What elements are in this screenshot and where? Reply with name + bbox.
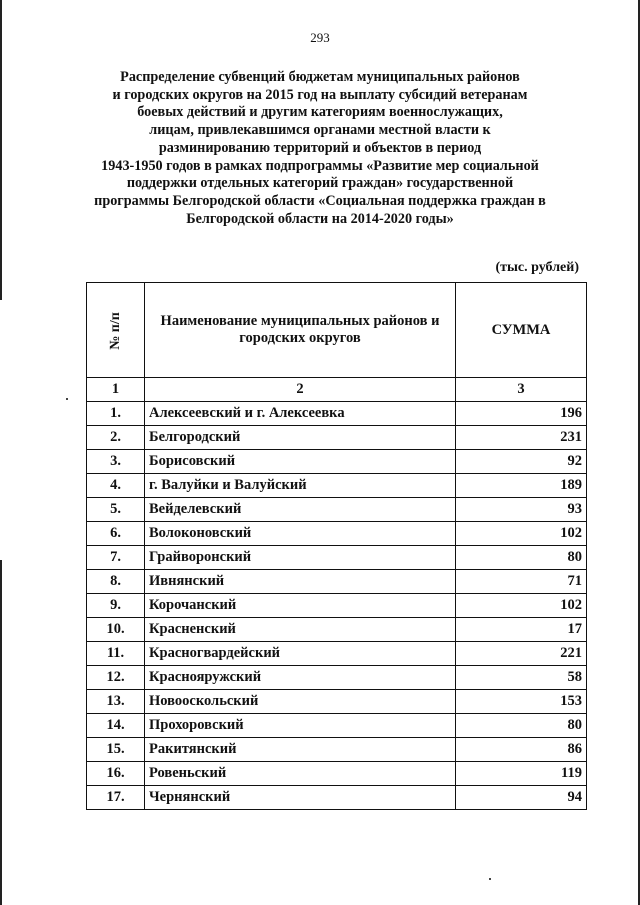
row-number: 3. <box>87 450 145 474</box>
row-name: Красногвардейский <box>145 642 456 666</box>
column-number-row <box>87 378 587 402</box>
row-sum: 80 <box>456 546 587 570</box>
row-sum: 102 <box>456 594 587 618</box>
table-row <box>87 570 587 594</box>
title-line: 1943-1950 годов в рамках подпрограммы «Развитие мер социальной <box>101 157 539 174</box>
title-line: разминированию территорий и объектов в период <box>158 139 482 156</box>
page-number: 293 <box>310 30 330 45</box>
header-number <box>87 283 145 378</box>
title-line: и городских округов на 2015 год на выплату субсидий ветеранам <box>112 86 528 103</box>
title-line: Белгородской области на 2014-2020 годы» <box>186 210 454 227</box>
header-sum: СУММА <box>456 283 587 378</box>
row-sum: 58 <box>456 666 587 690</box>
table-row <box>87 642 587 666</box>
scan-edge-left-lower <box>0 560 2 905</box>
row-sum: 17 <box>456 618 587 642</box>
title-line: боевых действий и другим категориям военнослужащих, <box>137 104 503 121</box>
units-label: (тыс. рублей) <box>495 260 579 275</box>
row-sum: 196 <box>456 402 587 426</box>
row-number: 9. <box>87 594 145 618</box>
row-sum: 93 <box>456 498 587 522</box>
table-row <box>87 666 587 690</box>
column-number: 1 <box>87 378 145 402</box>
row-number: 4. <box>87 474 145 498</box>
row-name: Белгородский <box>145 426 456 450</box>
row-number: 17. <box>87 786 145 810</box>
row-sum: 231 <box>456 426 587 450</box>
row-sum: 119 <box>456 762 587 786</box>
row-sum: 92 <box>456 450 587 474</box>
row-number: 15. <box>87 738 145 762</box>
row-number: 14. <box>87 714 145 738</box>
title-line: программы Белгородской области «Социальная поддержка граждан в <box>94 192 546 209</box>
row-name: Волоконовский <box>145 522 456 546</box>
column-number: 2 <box>145 378 456 402</box>
row-number: 11. <box>87 642 145 666</box>
row-sum: 189 <box>456 474 587 498</box>
row-name: Ракитянский <box>145 738 456 762</box>
title-line: поддержки отдельных категорий граждан» государственной <box>126 175 514 192</box>
row-name: Новооскольский <box>145 690 456 714</box>
row-name: Красненский <box>145 618 456 642</box>
row-sum: 80 <box>456 714 587 738</box>
row-number: 16. <box>87 762 145 786</box>
row-number: 13. <box>87 690 145 714</box>
table-row <box>87 426 587 450</box>
header-number-label: № п/п <box>107 311 123 350</box>
table-row <box>87 402 587 426</box>
row-name: Корочанский <box>145 594 456 618</box>
subsidy-table <box>86 282 587 810</box>
row-number: 10. <box>87 618 145 642</box>
row-number: 12. <box>87 666 145 690</box>
row-number: 2. <box>87 426 145 450</box>
title-line: Распределение субвенций бюджетам муниципальных районов <box>120 69 520 85</box>
row-name: Борисовский <box>145 450 456 474</box>
table-row <box>87 714 587 738</box>
scan-speck <box>489 878 491 880</box>
row-name: г. Валуйки и Валуйский <box>145 474 456 498</box>
row-name: Ивнянский <box>145 570 456 594</box>
row-sum: 86 <box>456 738 587 762</box>
table-row <box>87 498 587 522</box>
header-name: Наименование муниципальных районов и городских округов <box>145 283 456 378</box>
row-name: Алексеевский и г. Алексеевка <box>145 402 456 426</box>
row-sum: 153 <box>456 690 587 714</box>
table-row <box>87 618 587 642</box>
table-header-row <box>87 283 587 378</box>
row-sum: 221 <box>456 642 587 666</box>
table-row <box>87 546 587 570</box>
row-name: Прохоровский <box>145 714 456 738</box>
title-line: лицам, привлекавшимся органами местной власти к <box>149 122 491 139</box>
table-row <box>87 594 587 618</box>
column-number: 3 <box>456 378 587 402</box>
table-row <box>87 474 587 498</box>
table-row <box>87 450 587 474</box>
row-name: Ровеньский <box>145 762 456 786</box>
row-number: 7. <box>87 546 145 570</box>
table-row <box>87 522 587 546</box>
row-sum: 71 <box>456 570 587 594</box>
table-row <box>87 762 587 786</box>
scan-speck <box>66 398 68 400</box>
row-name: Вейделевский <box>145 498 456 522</box>
row-name: Грайворонский <box>145 546 456 570</box>
table-row <box>87 690 587 714</box>
document-title <box>70 69 570 228</box>
table-row <box>87 786 587 810</box>
table-row <box>87 738 587 762</box>
row-number: 6. <box>87 522 145 546</box>
row-number: 5. <box>87 498 145 522</box>
row-sum: 94 <box>456 786 587 810</box>
row-name: Краснояружский <box>145 666 456 690</box>
row-name: Чернянский <box>145 786 456 810</box>
row-sum: 102 <box>456 522 587 546</box>
row-number: 8. <box>87 570 145 594</box>
row-number: 1. <box>87 402 145 426</box>
